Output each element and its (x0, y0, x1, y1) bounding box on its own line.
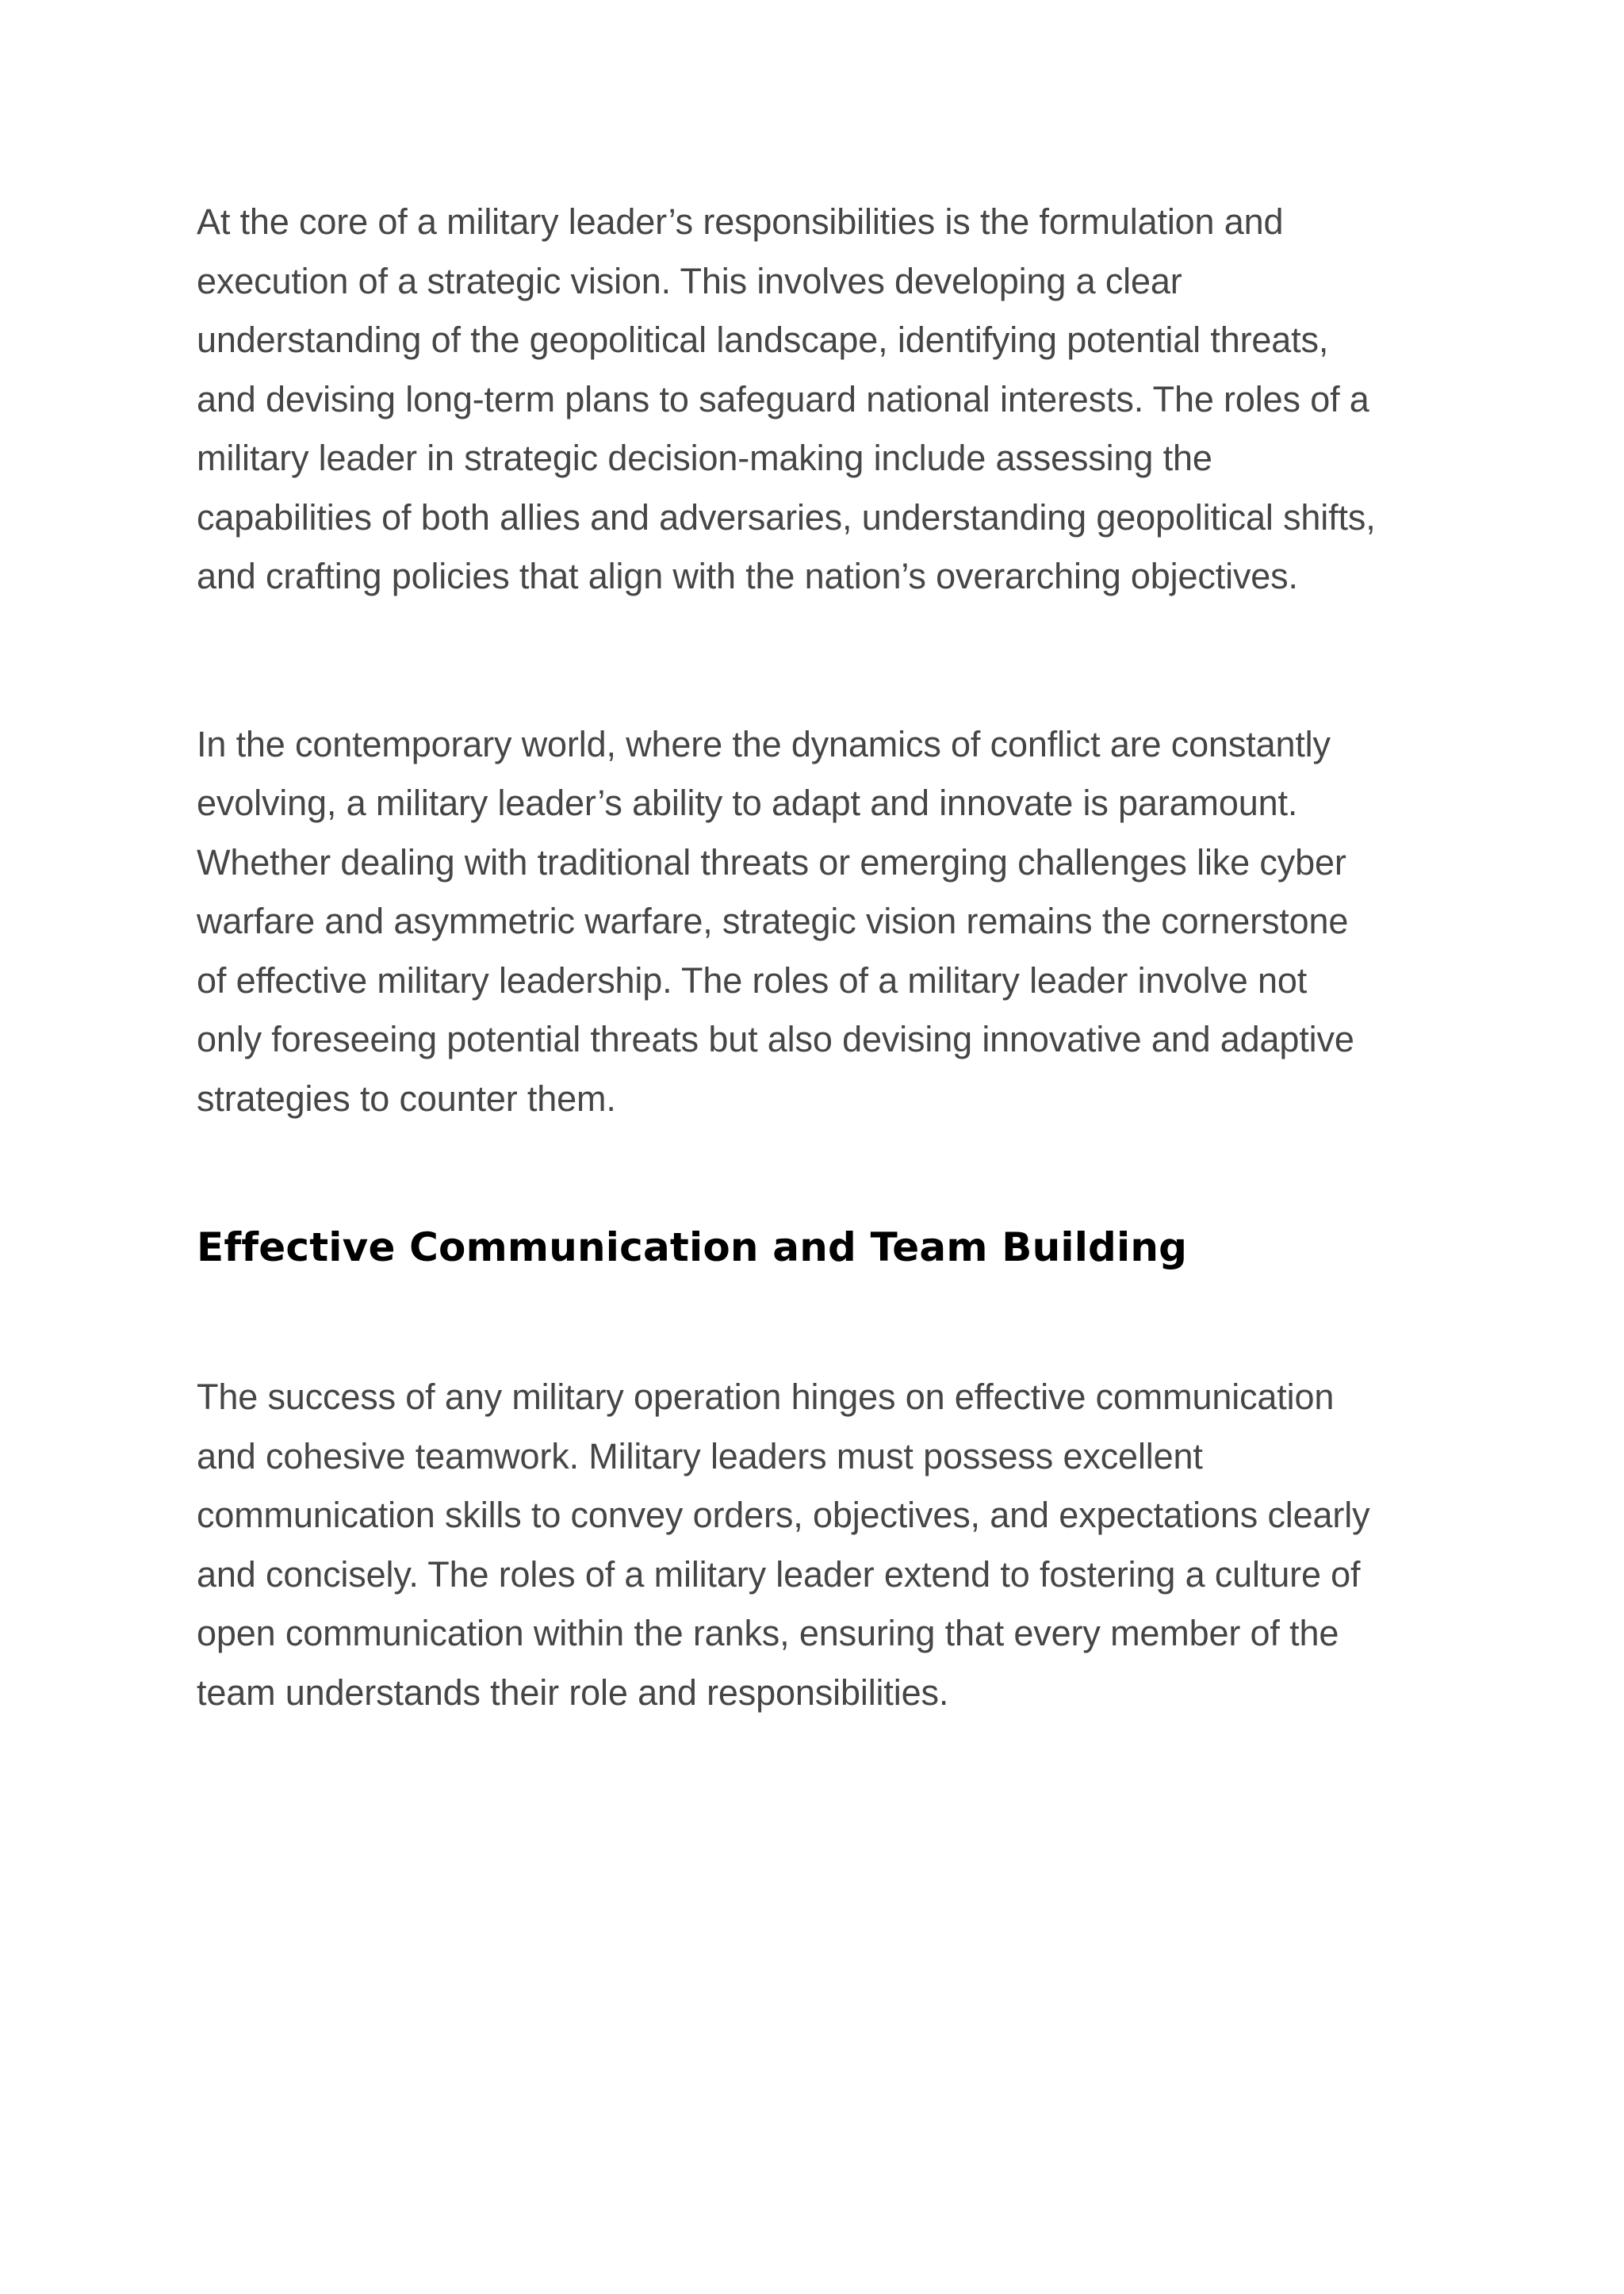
paragraph-line: team understands their role and responsibilities. (197, 1672, 949, 1713)
paragraph-line: The success of any military operation hinges on effective communication (197, 1377, 1335, 1417)
paragraph-line: open communication within the ranks, ensuring that every member of the (197, 1613, 1339, 1653)
paragraph-contemporary-world (197, 715, 1450, 1129)
paragraph-line: Whether dealing with traditional threats or emerging challenges like cyber (197, 841, 1346, 883)
paragraph-line: At the core of a military leader’s responsibilities is the formulation and (197, 201, 1284, 242)
paragraph-line: evolving, a military leader’s ability to adapt and innovate is paramount. (197, 783, 1298, 823)
paragraph-line: communication skills to convey orders, objectives, and expectations clearly (197, 1495, 1370, 1535)
paragraph-line: warfare and asymmetric warfare, strategic vision remains the cornerstone (197, 901, 1349, 941)
paragraph-line: and concisely. The roles of a military leader extend to fostering a culture of (197, 1553, 1361, 1595)
section-heading: Effective Communication and Team Building (197, 1224, 1188, 1270)
document-content (197, 193, 1450, 1722)
paragraph-line: of effective military leadership. The roles of a military leader involve not (197, 959, 1308, 1001)
paragraph-line: In the contemporary world, where the dynamics of conflict are constantly (197, 723, 1331, 764)
paragraph-line: strategies to counter them. (197, 1078, 616, 1119)
paragraph-line: and cohesive teamwork. Military leaders must possess excellent (197, 1435, 1203, 1476)
paragraph-strategic-vision (197, 193, 1450, 607)
paragraph-line: capabilities of both allies and adversaries, understanding geopolitical shifts, (197, 496, 1376, 538)
paragraph-line: and devising long-term plans to safeguard national interests. The roles of a (197, 378, 1369, 419)
paragraph-line: military leader in strategic decision-making include assessing the (197, 438, 1212, 478)
paragraph-line: understanding of the geopolitical landscape, identifying potential threats, (197, 320, 1329, 360)
paragraph-line: and crafting policies that align with the nation’s overarching objectives. (197, 556, 1298, 596)
paragraph-communication (197, 1368, 1450, 1722)
paragraph-line: execution of a strategic vision. This involves developing a clear (197, 260, 1182, 301)
paragraph-line: only foreseeing potential threats but also devising innovative and adaptive (197, 1019, 1354, 1059)
